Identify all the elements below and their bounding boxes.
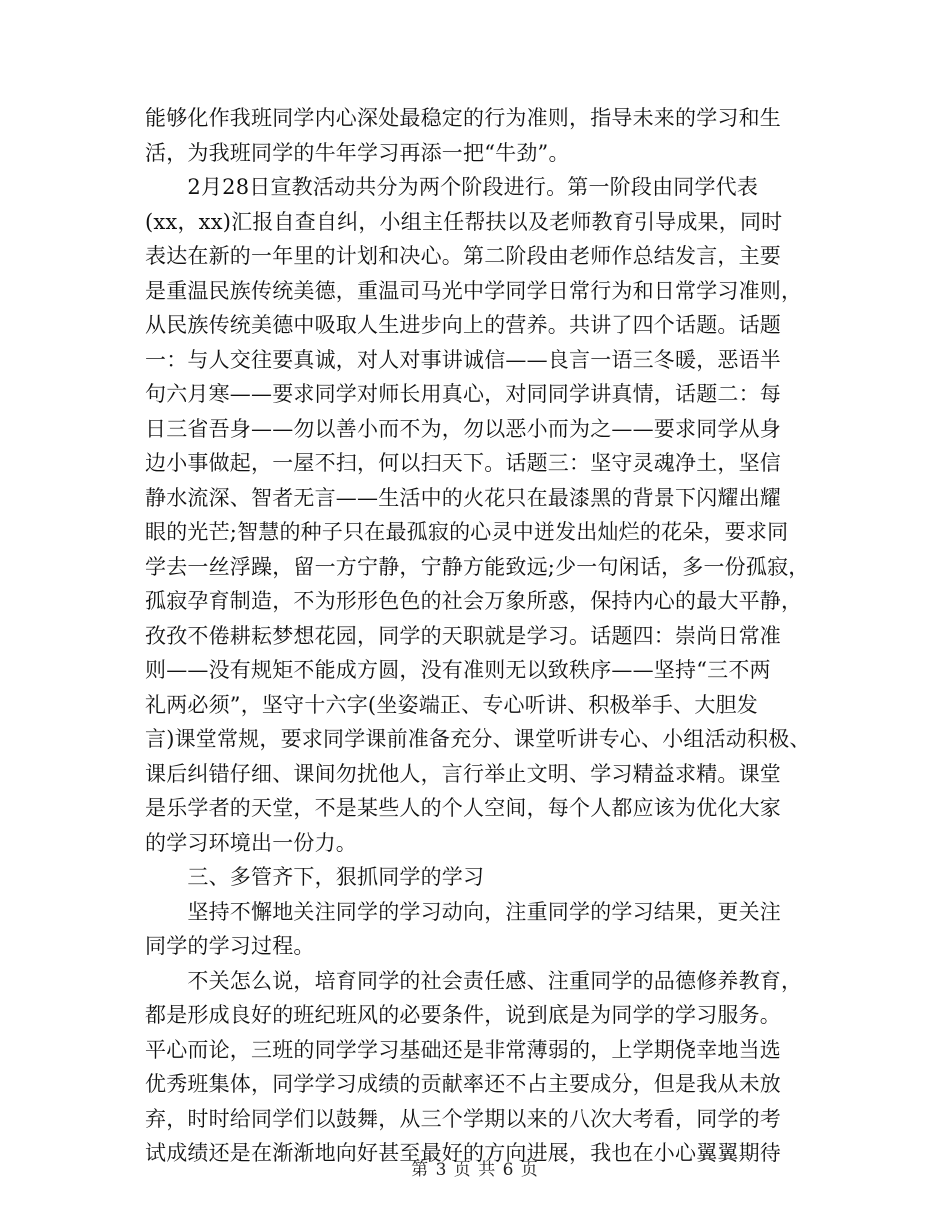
- text-line: 同学的学习过程。: [145, 934, 315, 958]
- text-line: 则——没有规矩不能成方圆，没有准则无以致秩序——坚持“三不两: [145, 658, 771, 682]
- text-line: 弃，时时给同学们以鼓舞，从三个学期以来的八次大考看，同学的考: [145, 1106, 781, 1131]
- text-line: 坚持不懈地关注同学的学习动向，注重同学的学习结果，更关注: [145, 899, 781, 924]
- text-line: 平心而论，三班的同学学习基础还是非常薄弱的，上学期侥幸地当选: [145, 1037, 781, 1062]
- text-line: 学去一丝浮躁，留一方宁静，宁静方能致远;少一句闲话，多一份孤寂，: [145, 554, 810, 579]
- section-heading: 三、多管齐下，狠抓同学的学习: [145, 865, 485, 889]
- text-line: 孤寂孕育制造，不为形形色色的社会万象所惑，保持内心的最大平静，: [145, 589, 803, 613]
- text-line: 日三省吾身——勿以善小而不为，勿以恶小而为之——要求同学从身: [145, 416, 781, 441]
- text-line: 边小事做起，一屋不扫，何以扫天下。话题三：坚守灵魂净土，坚信: [145, 451, 781, 475]
- text-line: 试成绩还是在渐渐地向好甚至最好的方向进展，我也在小心翼翼期待: [145, 1141, 781, 1165]
- text-line: 活，为我班同学的牛年学习再添一把“牛劲”。: [145, 140, 570, 165]
- text-line: 课后纠错仔细、课间勿扰他人，言行举止文明、学习精益求精。课堂: [145, 761, 781, 786]
- text-line: 言)课堂常规，要求同学课前准备充分、课堂听讲专心、小组活动积极、: [145, 727, 811, 751]
- document-body: [145, 101, 825, 1171]
- text-line: 的学习环境出一份力。: [145, 830, 357, 855]
- text-line: 能够化作我班同学内心深处最稳定的行为准则，指导未来的学习和生: [145, 106, 781, 130]
- text-line: (xx，xx)汇报自查自纠，小组主任帮扶以及老师教育引导成果，同时: [145, 209, 783, 234]
- text-line: 2月28日宣教活动共分为两个阶段进行。第一阶段由同学代表: [145, 175, 759, 199]
- text-line: 静水流深、智者无言——生活中的火花只在最漆黑的背景下闪耀出耀: [145, 485, 781, 510]
- text-line: 一：与人交往要真诚，对人对事讲诚信——良言一语三冬暖，恶语半: [145, 347, 781, 372]
- text-line: 从民族传统美德中吸取人生进步向上的营养。共讲了四个话题。话题: [145, 313, 781, 337]
- text-line: 句六月寒——要求同学对师长用真心，对同同学讲真情，话题二：每: [145, 382, 781, 406]
- text-line: 不关怎么说，培育同学的社会责任感、注重同学的品德修养教育，: [145, 968, 803, 993]
- text-line: 眼的光芒;智慧的种子只在最孤寂的心灵中迸发出灿烂的花朵，要求同: [145, 520, 789, 544]
- text-line: 是重温民族传统美德，重温司马光中学同学日常行为和日常学习准则，: [145, 278, 803, 303]
- text-line: 礼两必须”，坚守十六字(坐姿端正、专心听讲、积极举手、大胆发: [145, 692, 758, 717]
- text-line: 表达在新的一年里的计划和决心。第二阶段由老师作总结发言，主要: [145, 244, 781, 268]
- text-line: 都是形成良好的班纪班风的必要条件，说到底是为同学的学习服务。: [145, 1003, 781, 1027]
- text-line: 是乐学者的天堂，不是某些人的个人空间，每个人都应该为优化大家: [145, 796, 781, 820]
- page-number: 第 3 页 共 6 页: [411, 1160, 539, 1180]
- text-line: 孜孜不倦耕耘梦想花园，同学的天职就是学习。话题四：崇尚日常准: [145, 623, 781, 648]
- text-line: 优秀班集体，同学学习成绩的贡献率还不占主要成分，但是我从未放: [145, 1072, 781, 1096]
